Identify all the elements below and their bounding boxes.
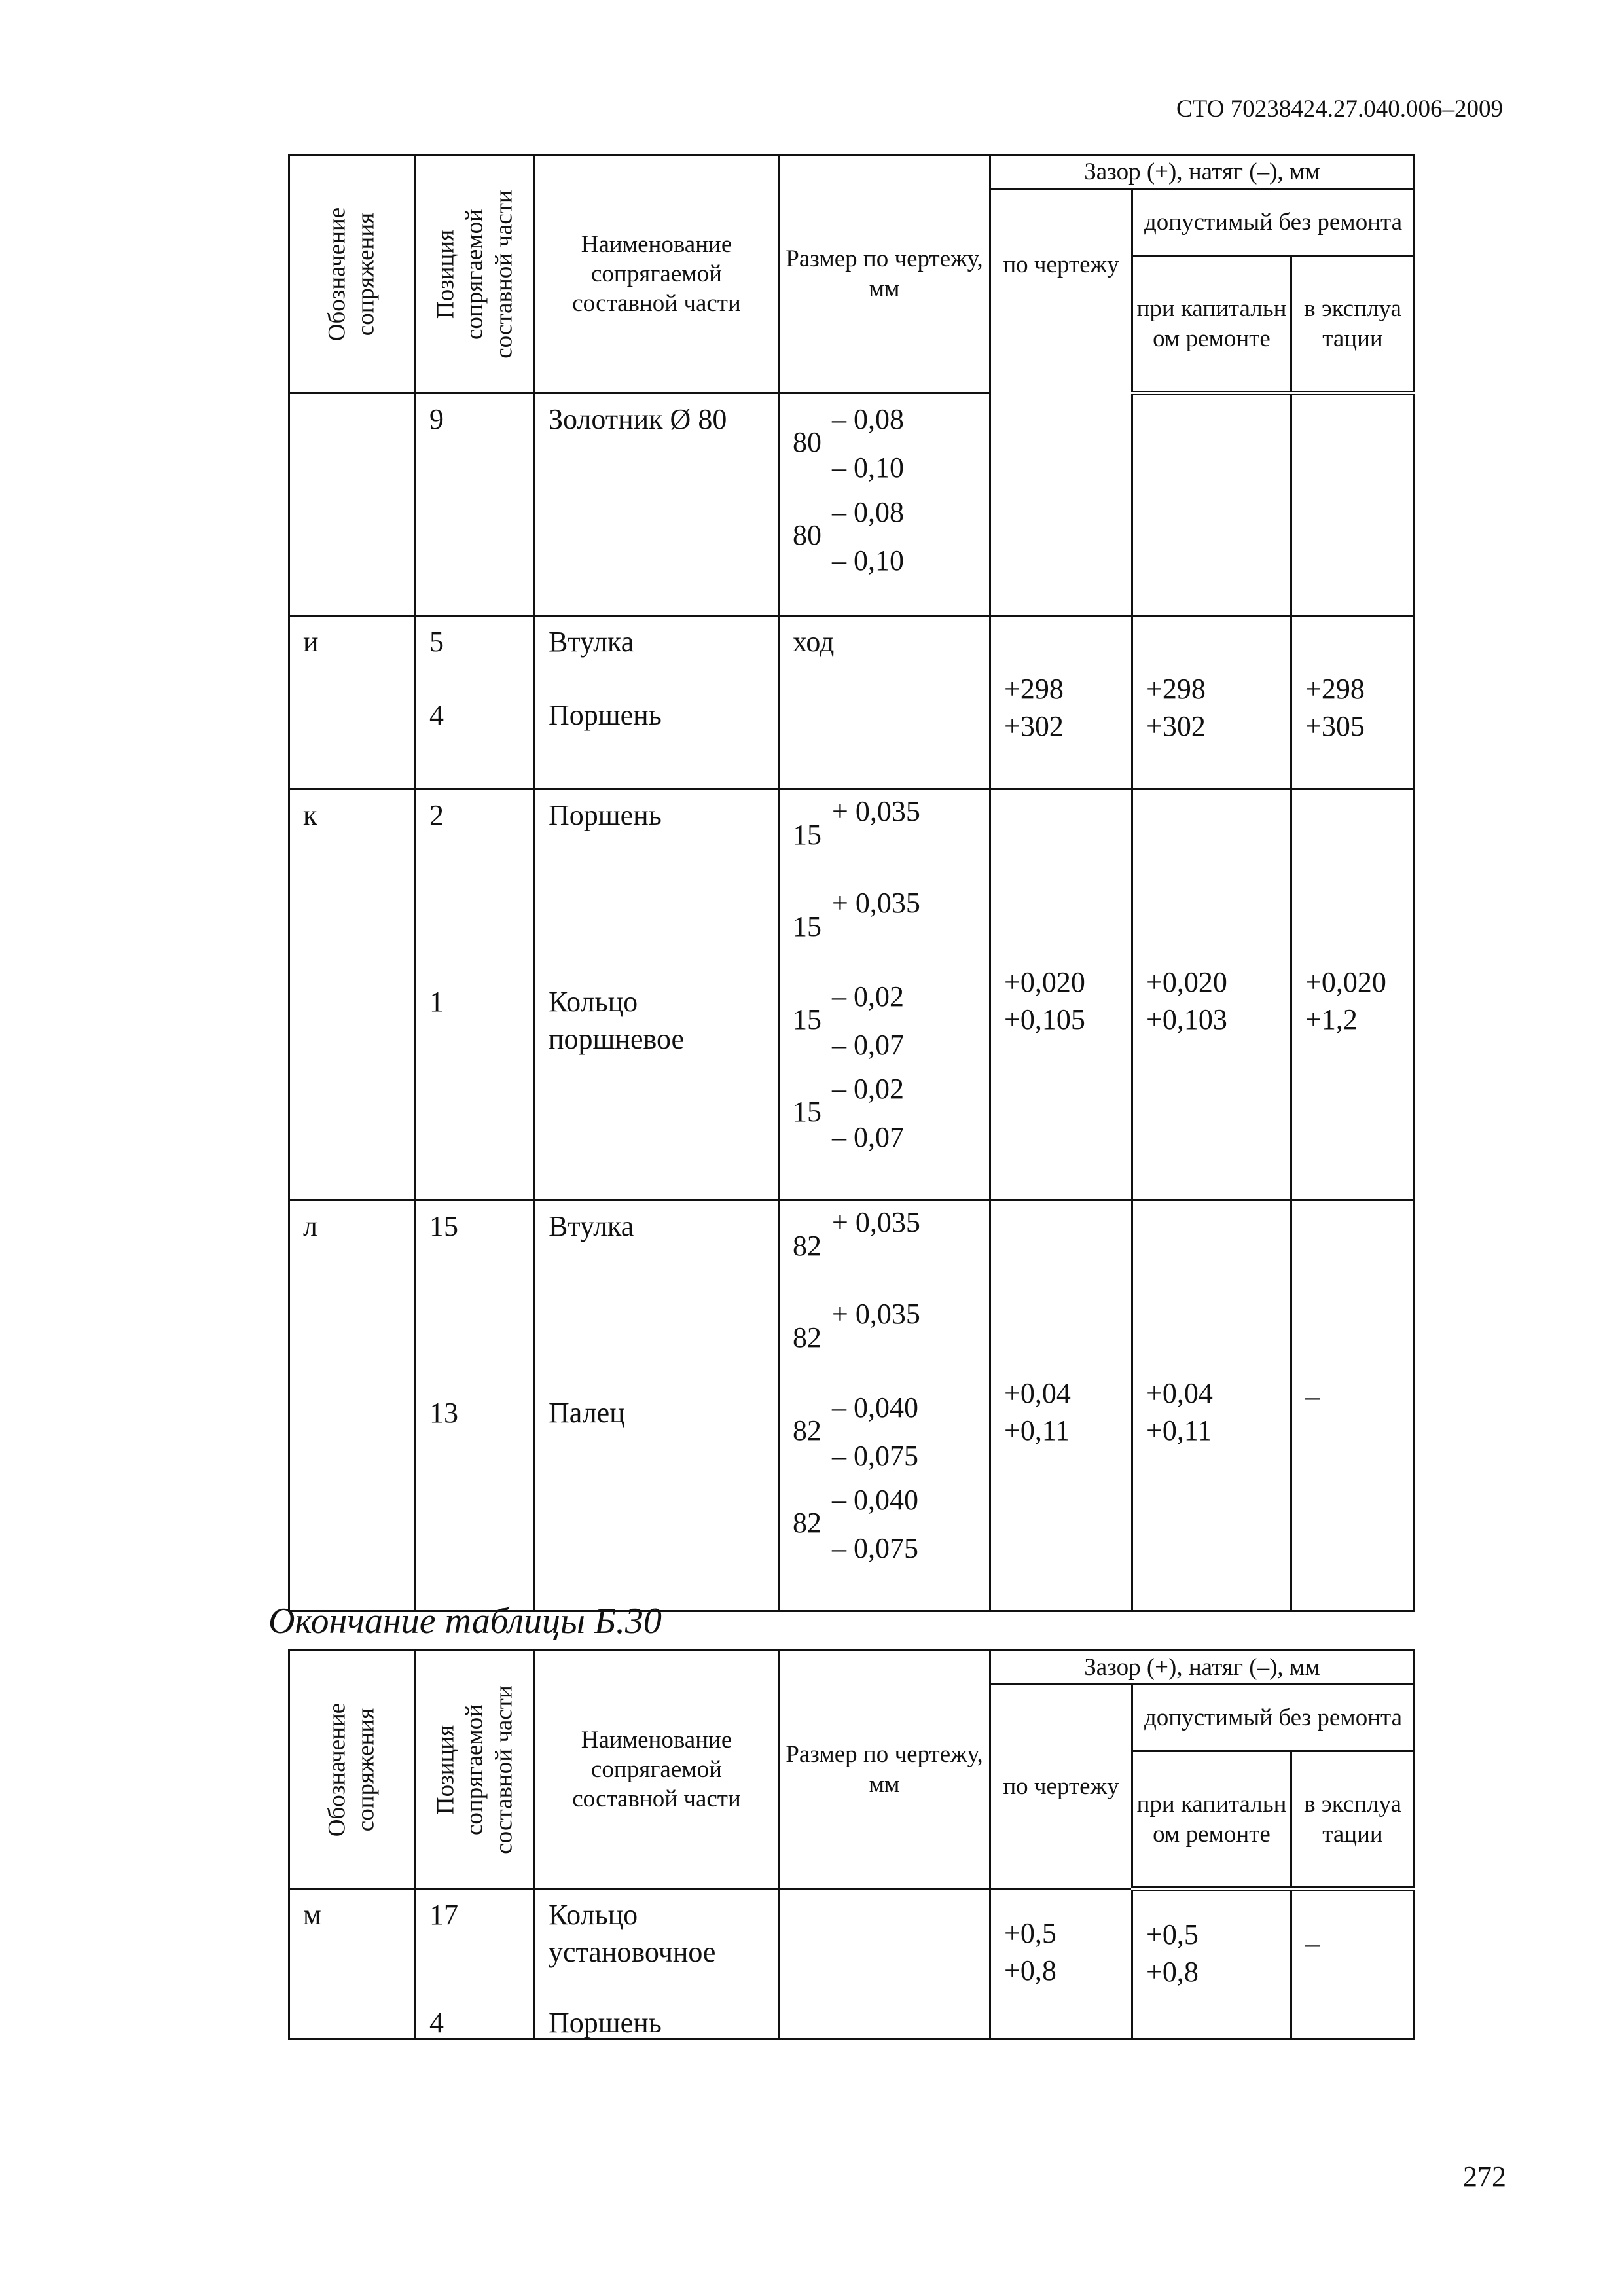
tolerance-dimension: 80 – 0,08 – 0,10	[793, 496, 904, 577]
tolerance-dimension: 15 – 0,02 – 0,07	[793, 1073, 904, 1153]
header-by-drawing: по чертежу	[990, 1685, 1132, 1889]
tolerance-dimension: 80 – 0,08 – 0,10	[793, 403, 904, 484]
row-i-size: ход	[779, 616, 990, 789]
header-designation: Обозначение сопряжения	[289, 155, 416, 393]
row-i-position: 5 4	[416, 616, 535, 789]
row-i-capital: +298 +302	[1132, 616, 1291, 789]
header-position: Позиция сопрягаемой составной части	[416, 1651, 535, 1889]
header-name: Наименование сопрягаемой составной части	[535, 1651, 779, 1889]
header-size: Размер по чертежу, мм	[779, 1651, 990, 1889]
row-k-by-drawing: +0,020 +0,105	[990, 789, 1132, 1200]
row-m-position: 17 4	[416, 1889, 535, 2039]
row-m-size	[779, 1889, 990, 2039]
header-capital-repair: при капитальн ом ремонте	[1132, 1751, 1291, 1889]
row-m-by-drawing: +0,5 +0,8	[990, 1889, 1132, 2039]
mating-parts-table	[288, 154, 1415, 1612]
row-m-capital: +0,5 +0,8	[1132, 1889, 1291, 2039]
header-gap: Зазор (+), натяг (–), мм	[990, 155, 1415, 189]
tolerance-dimension: 82 – 0,040 – 0,075	[793, 1484, 918, 1564]
row-m-designation: м	[289, 1889, 416, 2039]
row-zolotnik-capital	[1132, 393, 1291, 616]
tolerance-dimension: 82 – 0,040 – 0,075	[793, 1391, 918, 1472]
tolerance-dimension: 82 + 0,035	[793, 1298, 920, 1354]
tolerance-dimension: 82 + 0,035	[793, 1206, 920, 1262]
document-code: СТО 70238424.27.040.006–2009	[1176, 96, 1503, 122]
tolerance-dimension: 15 + 0,035	[793, 887, 920, 942]
tolerance-dimension: 15 – 0,02 – 0,07	[793, 980, 904, 1061]
row-l-by-drawing: +0,04 +0,11	[990, 1200, 1132, 1611]
header-by-drawing: по чертежу	[990, 189, 1132, 616]
row-l-size	[779, 1200, 990, 1611]
row-zolotnik-size	[779, 393, 990, 616]
row-i-designation: и	[289, 616, 416, 789]
continuation-caption: Окончание таблицы Б.30	[268, 1601, 662, 1641]
header-name: Наименование сопрягаемой составной части	[535, 155, 779, 393]
header-allowed: допустимый без ремонта	[1132, 1685, 1415, 1751]
row-k-name: Поршень Кольцо поршневое	[535, 789, 779, 1200]
page-number: 272	[1463, 2161, 1506, 2193]
header-operation: в эксплуа тации	[1291, 256, 1415, 393]
row-i-name: Втулка Поршень	[535, 616, 779, 789]
header-gap: Зазор (+), натяг (–), мм	[990, 1651, 1415, 1685]
row-k-operation: +0,020 +1,2	[1291, 789, 1415, 1200]
row-zolotnik-position: 9	[416, 393, 535, 616]
header-position: Позиция сопрягаемой составной части	[416, 155, 535, 393]
header-allowed: допустимый без ремонта	[1132, 189, 1415, 256]
row-k-position: 2 1	[416, 789, 535, 1200]
row-m-name: Кольцо установочное Поршень	[535, 1889, 779, 2039]
header-operation: в эксплуа тации	[1291, 1751, 1415, 1889]
row-l-name: Втулка Палец	[535, 1200, 779, 1611]
mating-parts-table-continuation	[288, 1649, 1415, 2040]
row-l-designation: л	[289, 1200, 416, 1611]
row-zolotnik-operation	[1291, 393, 1415, 616]
row-zolotnik-designation	[289, 393, 416, 616]
header-designation: Обозначение сопряжения	[289, 1651, 416, 1889]
row-i-by-drawing: +298 +302	[990, 616, 1132, 789]
row-k-size	[779, 789, 990, 1200]
row-k-capital: +0,020 +0,103	[1132, 789, 1291, 1200]
header-size: Размер по чертежу, мм	[779, 155, 990, 393]
row-l-position: 15 13	[416, 1200, 535, 1611]
row-l-operation: –	[1291, 1200, 1415, 1611]
header-capital-repair: при капитальн ом ремонте	[1132, 256, 1291, 393]
row-i-operation: +298 +305	[1291, 616, 1415, 789]
row-m-operation: –	[1291, 1889, 1415, 2039]
tolerance-dimension: 15 + 0,035	[793, 795, 920, 851]
row-l-capital: +0,04 +0,11	[1132, 1200, 1291, 1611]
row-zolotnik-name: Золотник Ø 80	[535, 393, 779, 616]
row-k-designation: к	[289, 789, 416, 1200]
